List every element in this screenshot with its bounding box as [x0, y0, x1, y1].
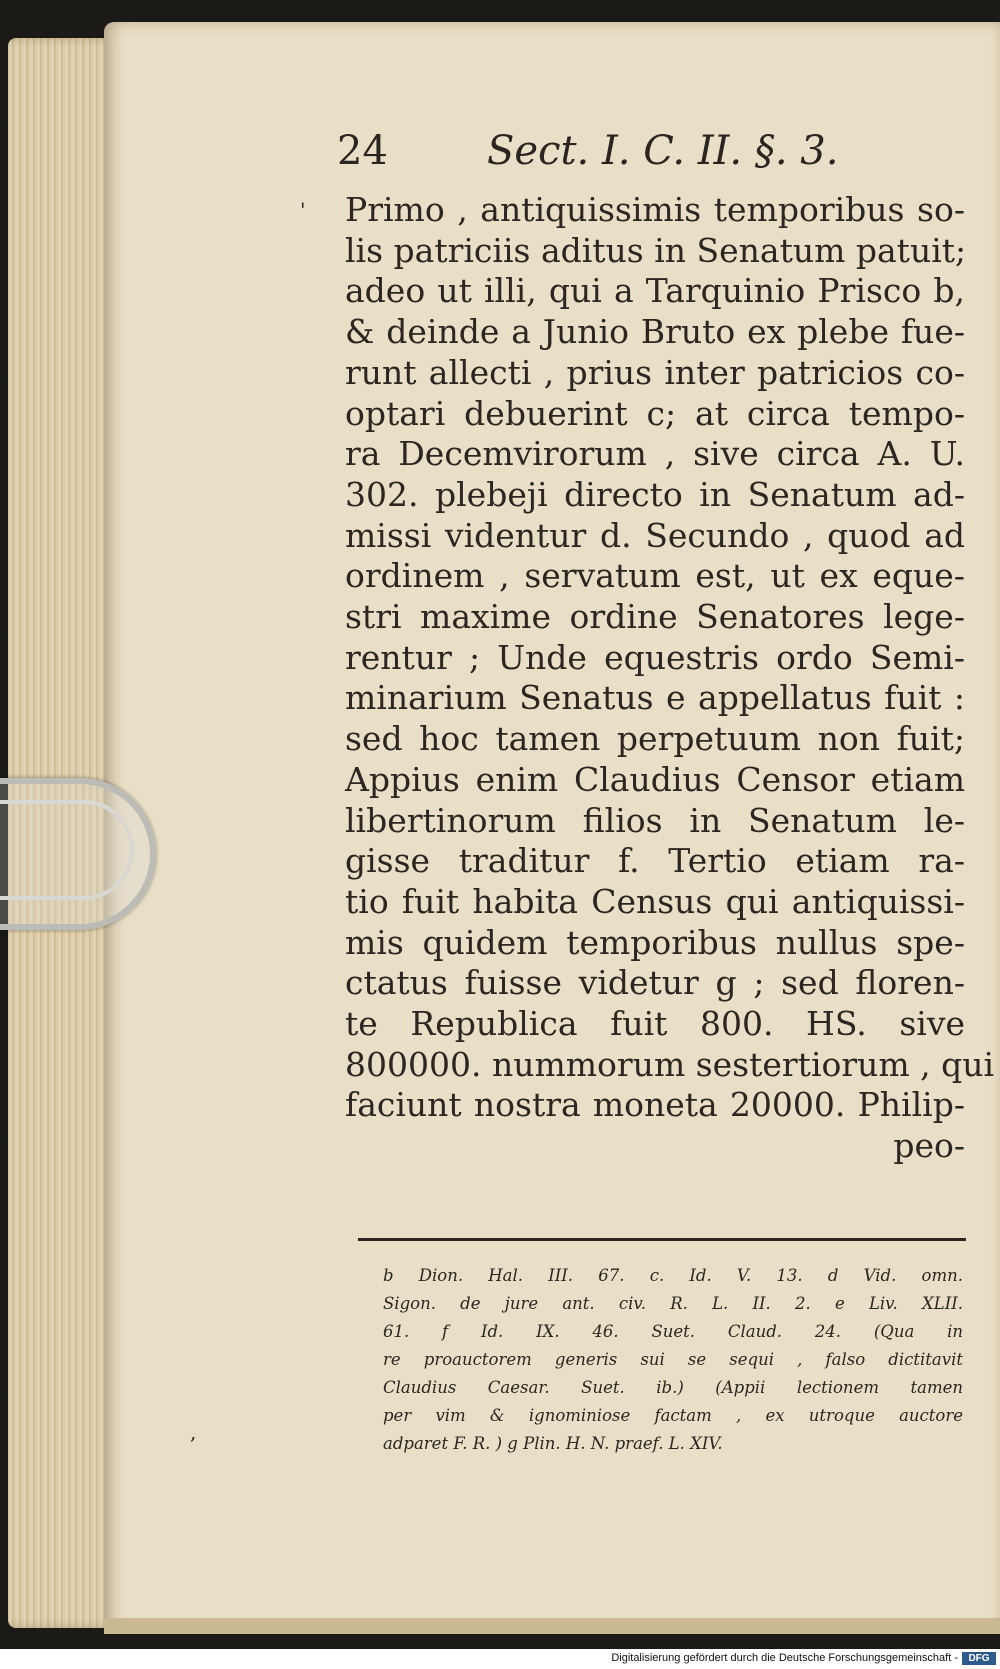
body-line: libertinorum filios in Senatum le- — [345, 800, 965, 840]
running-header — [337, 128, 897, 178]
body-line: rentur ; Unde equestris ordo Semi- — [345, 637, 965, 677]
page-clip-inner — [0, 800, 134, 900]
body-line: tio fuit habita Census qui antiquissi- — [345, 881, 965, 921]
body-line: minarium Senatus e appellatus fuit : — [345, 678, 965, 718]
footnote-line: per vim & ignominiose factam , ex utroque auctore — [383, 1406, 963, 1425]
section-heading: Sect. I. C. II. §. 3. — [487, 128, 839, 174]
body-line: 800000. nummorum sestertiorum , qui — [345, 1044, 995, 1084]
body-line: sed hoc tamen perpetuum non fuit; — [345, 719, 965, 759]
footnote-line: Claudius Caesar. Suet. ib.) (Appii lectionem tamen — [383, 1378, 963, 1397]
body-line: lis patriciis aditus in Senatum patuit; — [345, 230, 967, 270]
footnote-line: Sigon. de jure ant. civ. R. L. II. 2. e Liv. XLII. — [383, 1294, 963, 1313]
footnotes — [383, 1262, 963, 1458]
body-line: Primo , antiquissimis temporibus so- — [345, 190, 965, 229]
body-line: ctatus fuisse videtur g ; sed floren- — [345, 963, 965, 1003]
body-line: adeo ut illi, qui a Tarquinio Prisco b, — [345, 271, 965, 311]
body-line: faciunt nostra moneta 20000. Philip- — [345, 1085, 965, 1125]
dfg-logo: DFG — [962, 1652, 996, 1665]
margin-mark: , — [190, 1420, 197, 1444]
body-line: ordinem , servatum est, ut ex eque- — [345, 556, 965, 596]
footnote-rule — [358, 1238, 966, 1241]
body-line: missi videntur d. Secundo , quod ad — [345, 515, 965, 555]
digitization-footer — [0, 1649, 1000, 1669]
footnote-line: 61. f Id. IX. 46. Suet. Claud. 24. (Qua in — [383, 1322, 963, 1341]
page-bottom-edge — [104, 1618, 1000, 1634]
body-line: mis quidem temporibus nullus spe- — [345, 922, 965, 962]
body-line: & deinde a Junio Bruto ex plebe fue- — [345, 312, 965, 352]
footnote-line: re proauctorem generis sui se sequi , falso dictitavit — [383, 1350, 963, 1369]
footer-credit: Digitalisierung gefördert durch die Deutsche Forschungsgemeinschaft - — [611, 1652, 958, 1664]
catchword: peo- — [893, 1126, 965, 1166]
body-line: te Republica fuit 800. HS. sive — [345, 1004, 965, 1044]
footnote-line: b Dion. Hal. III. 67. c. Id. V. 13. d Vid. omn. — [383, 1266, 963, 1285]
body-line: runt allecti , prius inter patricios co- — [345, 352, 965, 392]
body-line: 302. plebeji directo in Senatum ad- — [345, 474, 965, 514]
margin-mark: ' — [300, 198, 306, 222]
body-line: optari debuerint c; at circa tempo- — [345, 393, 965, 433]
body-line: gisse traditur f. Tertio etiam ra- — [345, 841, 965, 881]
body-line: Appius enim Claudius Censor etiam — [345, 759, 965, 799]
body-text — [345, 190, 995, 1167]
footnote-line: adparet F. R. ) g Plin. H. N. praef. L. XIV. — [383, 1434, 723, 1453]
body-line: stri maxime ordine Senatores lege- — [345, 597, 965, 637]
page-number: 24 — [337, 128, 388, 174]
body-line: ra Decemvirorum , sive circa A. U. — [345, 434, 965, 474]
